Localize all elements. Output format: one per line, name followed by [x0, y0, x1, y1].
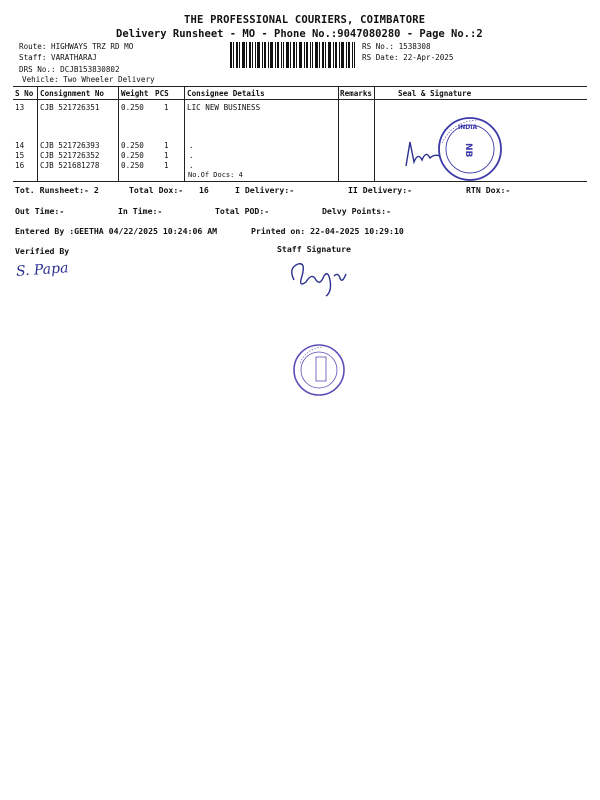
- consignee-signature-scribble: [404, 132, 444, 172]
- table-row-pcs: 1: [164, 151, 169, 160]
- total-pod: Total POD:-: [215, 206, 270, 216]
- table-row-sno: 16: [15, 161, 25, 170]
- ii-delivery: II Delivery:-: [348, 185, 413, 195]
- svg-text:NB: NB: [463, 143, 473, 158]
- total-dox-label: Total Dox:-: [129, 185, 184, 195]
- header-remarks: Remarks: [340, 89, 373, 98]
- i-delivery: I Delivery:-: [235, 185, 295, 195]
- entered-by: Entered By :GEETHA 04/22/2025 10:24:06 AM: [15, 226, 218, 236]
- verified-by-label: Verified By: [15, 246, 70, 256]
- vehicle-label: Vehicle: Two Wheeler Delivery: [22, 75, 155, 84]
- table-row-consignment: CJB 521726393: [40, 141, 100, 150]
- table-row-weight: 0.250: [121, 161, 144, 170]
- header-weight: Weight: [121, 89, 149, 98]
- table-row-consignment: CJB 521681278: [40, 161, 100, 170]
- table-row-sno: 14: [15, 141, 25, 150]
- table-row-sno: 15: [15, 151, 25, 160]
- out-time: Out Time:-: [15, 206, 65, 216]
- total-dox-value: 16: [199, 185, 209, 195]
- company-title: THE PROFESSIONAL COURIERS, COIMBATORE: [184, 14, 426, 26]
- drs-label: DRS No.: DCJB153830802: [19, 65, 120, 74]
- staff-label: Staff: VARATHARAJ: [19, 53, 97, 62]
- staff-signature-label: Staff Signature: [277, 244, 351, 254]
- total-runsheet: Tot. Runsheet:- 2: [15, 185, 99, 195]
- header-consignee: Consignee Details: [187, 89, 265, 98]
- header-sno: S No: [15, 89, 34, 98]
- table-row-consignee: .: [189, 151, 194, 160]
- table-row-pcs: 1: [164, 161, 169, 170]
- table-row-consignee: .: [189, 161, 194, 170]
- delvy-points: Delvy Points:-: [322, 206, 392, 216]
- header-pcs: PCS: [155, 89, 169, 98]
- route-label: Route: HIGHWAYS TRZ RD MO: [19, 42, 134, 51]
- svg-text:INDIA: INDIA: [458, 124, 478, 131]
- header-seal-signature: Seal & Signature: [398, 89, 472, 98]
- table-row-pcs: 1: [164, 141, 169, 150]
- col-divider: [118, 86, 119, 182]
- runsheet-title: Delivery Runsheet - MO - Phone No.:9047080280 - Page No.:2: [116, 28, 483, 40]
- staff-signature-scribble: [286, 258, 356, 298]
- table-header-border: [13, 99, 587, 100]
- table-row-weight: 0.250: [121, 151, 144, 160]
- table-row-consignment: CJB 521726351: [40, 103, 100, 112]
- barcode: [230, 42, 355, 68]
- col-divider: [374, 86, 375, 182]
- printed-on: Printed on: 22-04-2025 10:29:10: [251, 226, 404, 236]
- rs-number: RS No.: 1538308: [362, 42, 431, 51]
- header-consignment: Consignment No: [40, 89, 105, 98]
- table-row-weight: 0.250: [121, 141, 144, 150]
- col-divider: [338, 86, 339, 182]
- table-row-weight: 0.250: [121, 103, 144, 112]
- col-divider: [184, 86, 185, 182]
- no-of-docs: No.Of Docs: 4: [188, 171, 243, 179]
- table-row-pcs: 1: [164, 103, 169, 112]
- table-row-sno: 13: [15, 103, 25, 112]
- table-top-border: [13, 86, 587, 87]
- verifier-handwritten-name: S. Papa: [15, 260, 69, 280]
- col-divider: [37, 86, 38, 182]
- round-seal-stamp-icon: [292, 343, 346, 397]
- table-row-consignment: CJB 521726352: [40, 151, 100, 160]
- rs-date: RS Date: 22-Apr-2025: [362, 53, 454, 62]
- table-row-consignee: .: [189, 141, 194, 150]
- rtn-dox: RTN Dox:-: [466, 185, 511, 195]
- in-time: In Time:-: [118, 206, 163, 216]
- table-row-consignee: LIC NEW BUSINESS: [187, 103, 261, 112]
